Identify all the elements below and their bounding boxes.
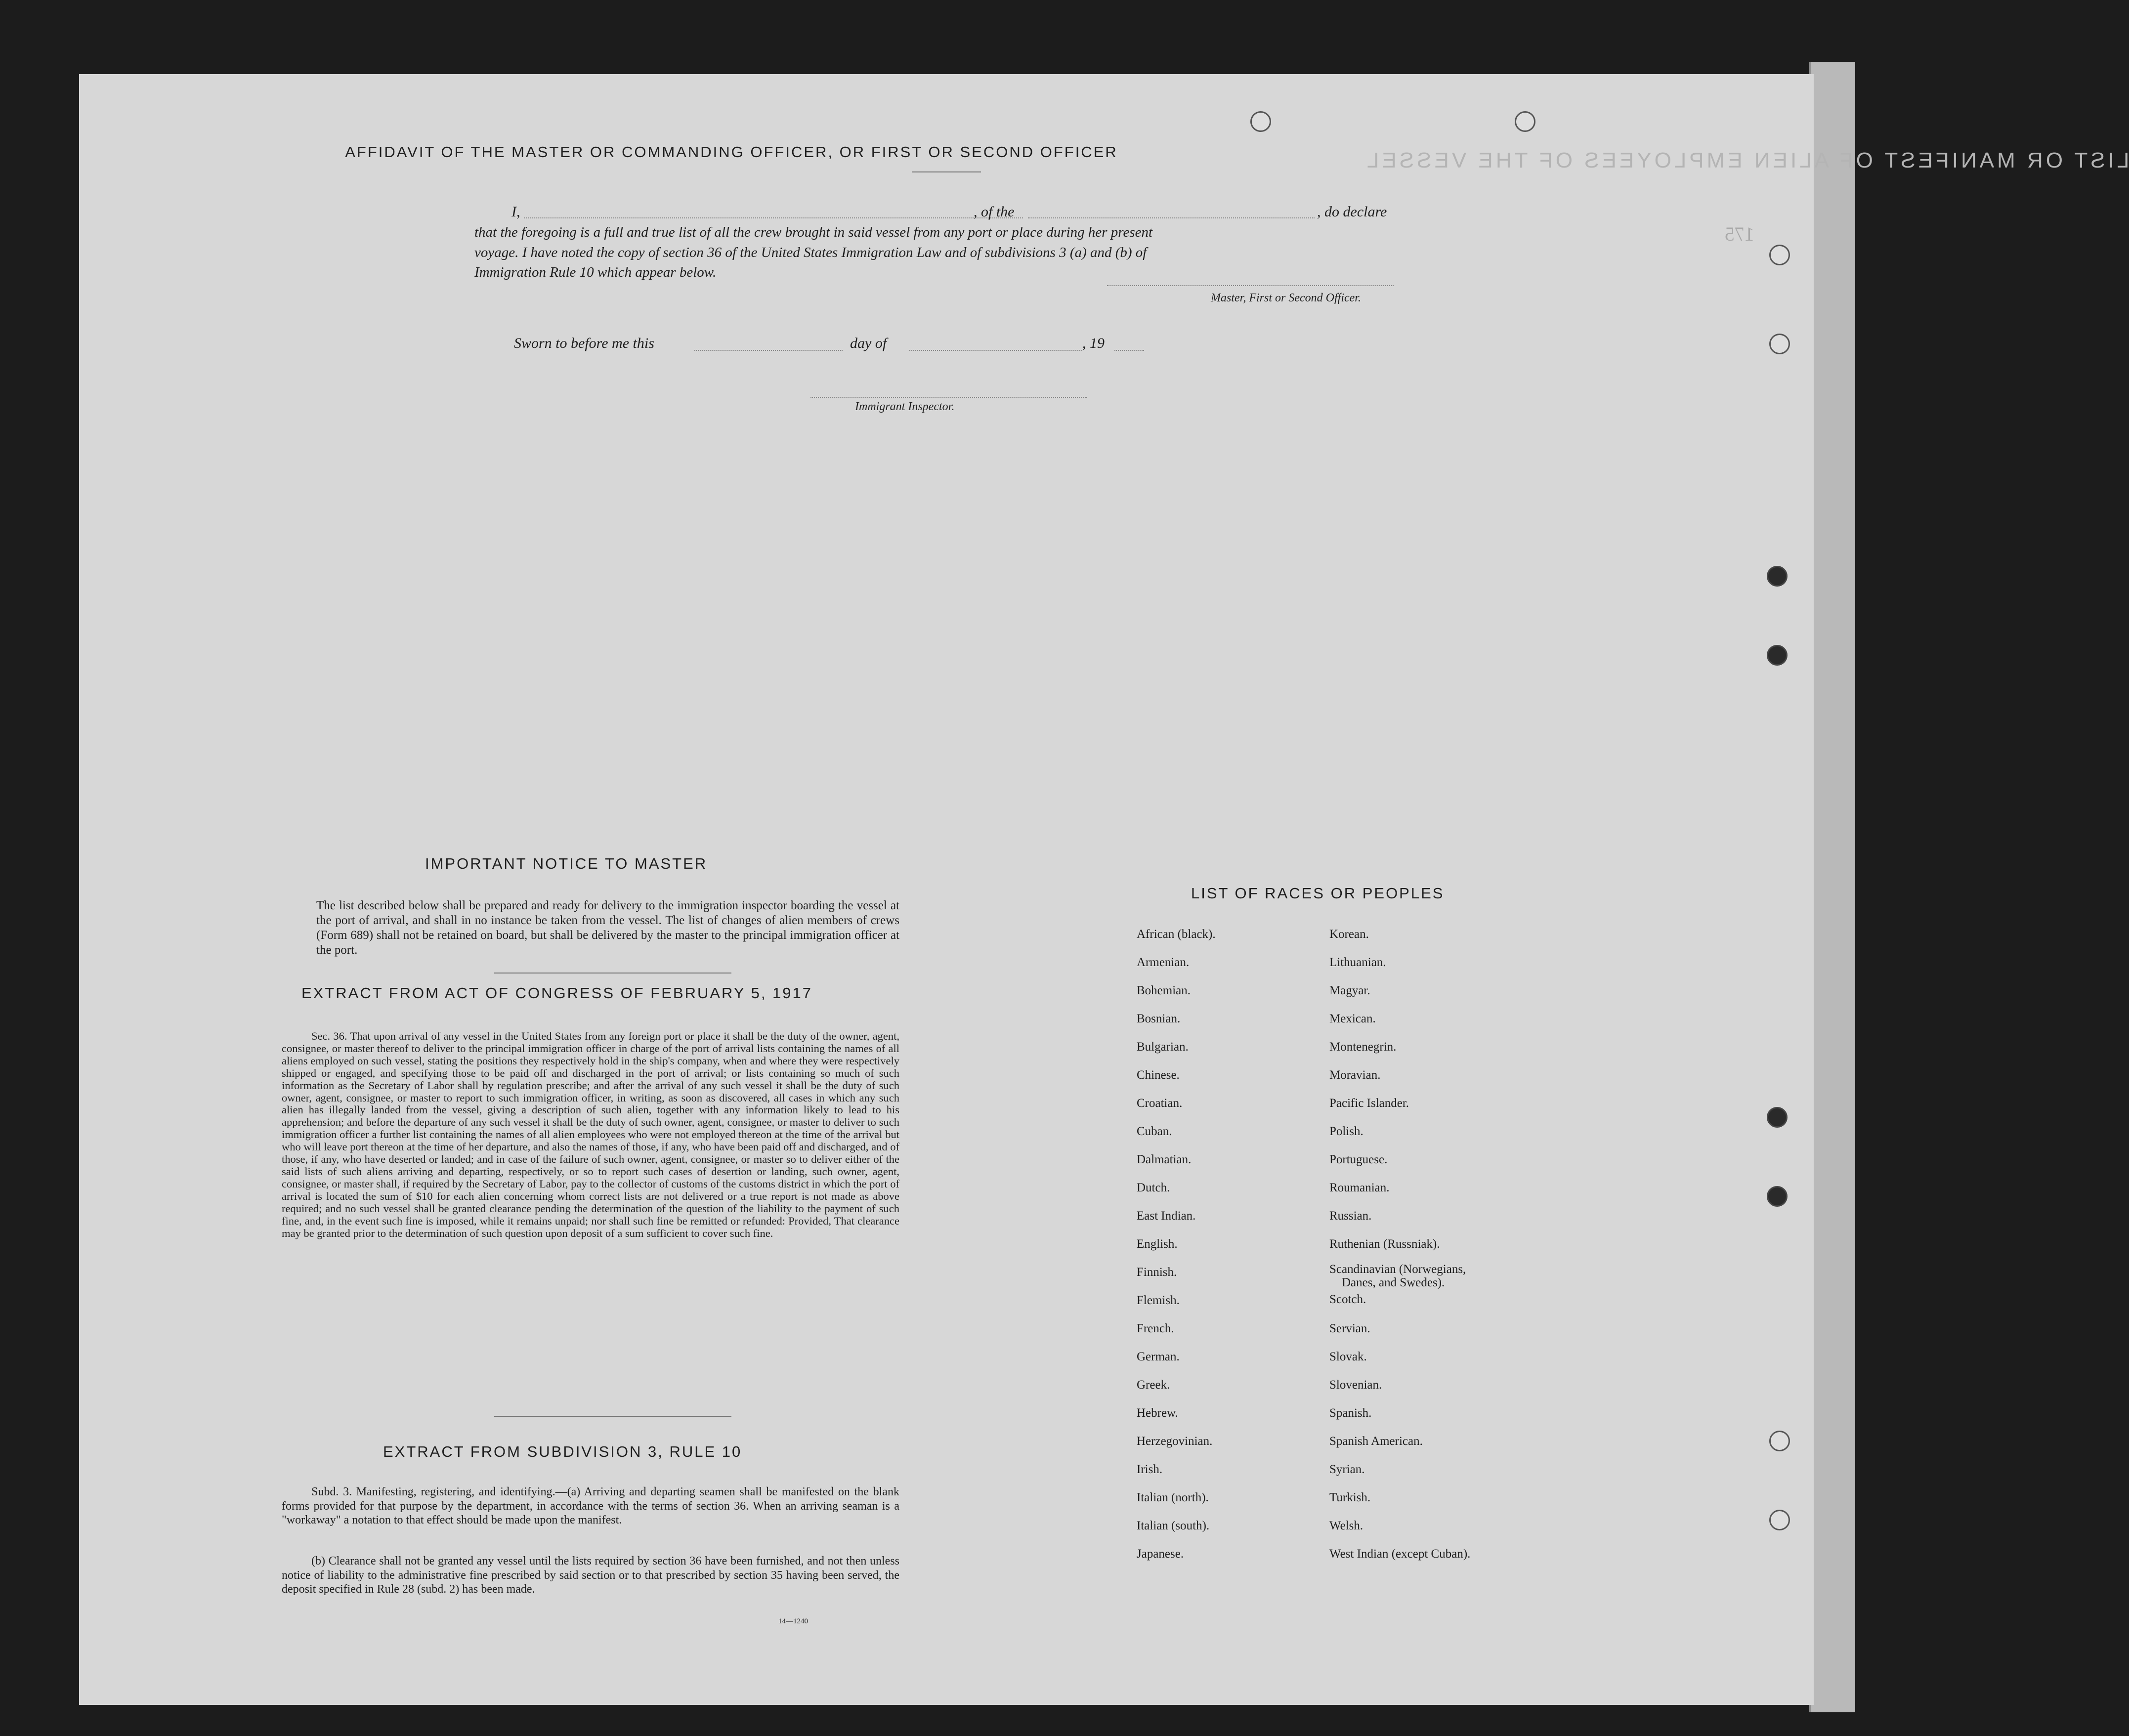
next-page-edge [1809, 62, 1855, 1712]
binder-hole [1767, 1186, 1788, 1207]
sworn-year-field[interactable] [1114, 350, 1144, 351]
race-right-item: Korean. [1329, 928, 1369, 941]
binder-hole [1515, 111, 1535, 132]
race-left-item: Italian (south). [1137, 1519, 1210, 1532]
race-right-item: Montenegrin. [1329, 1040, 1397, 1054]
notice-text: The list described below shall be prepared and ready for delivery to the immigration inspector boarding the vessel at the port of arrival, and shall in no instance be taken from the vessel. The list of changes of alien members of crews (Form 689) shall not be retained on board, but shall be delivered by the master to the principal immigration officer at the port. [316, 899, 899, 957]
form-number: 14—1240 [778, 1617, 808, 1625]
race-left-item: African (black). [1137, 928, 1216, 941]
extract-rule-subd-a: Subd. 3. Manifesting, registering, and identifying.—(a) Arriving and departing seamen shall be manifested on the blank forms provided for that purpose by the department, in accordance with the terms of section 36. When an arriving seaman is a "workaway" a notation to that effect should be made upon the manifest. [282, 1485, 899, 1526]
race-right-item: Russian. [1329, 1209, 1372, 1223]
race-right-item-continuation: Danes, and Swedes). [1342, 1276, 1445, 1289]
extract-rule-title: EXTRACT FROM SUBDIVISION 3, RULE 10 [383, 1443, 742, 1460]
race-right-item: Moravian. [1329, 1068, 1381, 1082]
bleed-through-page-number: 175 [1725, 223, 1754, 245]
race-right-item: West Indian (except Cuban). [1329, 1547, 1471, 1561]
bleed-through-header: LIST OR MANIFEST OF ALIEN EMPLOYEES OF THE VESSEL [1364, 148, 2129, 172]
race-left-item: Dalmatian. [1137, 1153, 1192, 1166]
race-right-item: Roumanian. [1329, 1181, 1390, 1194]
race-right-item: Mexican. [1329, 1012, 1376, 1025]
affidavit-of-the-label: , of the [974, 204, 1015, 220]
race-left-item: Greek. [1137, 1378, 1170, 1392]
race-left-item: Bulgarian. [1137, 1040, 1189, 1054]
binder-hole [1767, 1107, 1788, 1128]
race-left-item: Chinese. [1137, 1068, 1180, 1082]
race-left-item: Irish. [1137, 1463, 1163, 1476]
race-left-item: Hebrew. [1137, 1406, 1178, 1420]
race-left-item: Flemish. [1137, 1294, 1180, 1307]
inspector-label: Immigrant Inspector. [855, 400, 955, 413]
binder-hole [1767, 645, 1788, 666]
binder-hole [1769, 1431, 1790, 1451]
race-left-item: Cuban. [1137, 1125, 1172, 1138]
race-right-item: Spanish. [1329, 1406, 1372, 1420]
sworn-month-field[interactable] [909, 350, 1082, 351]
race-left-item: German. [1137, 1350, 1180, 1363]
sworn-label: Sworn to before me this [514, 335, 654, 351]
master-signature-field[interactable] [1107, 285, 1394, 286]
binder-hole [1769, 245, 1790, 265]
race-left-item: Japanese. [1137, 1547, 1184, 1561]
master-signature-label: Master, First or Second Officer. [1211, 292, 1361, 304]
affidavit-title: AFFIDAVIT OF THE MASTER OR COMMANDING OFFICER, OR FIRST OR SECOND OFFICER [345, 143, 1118, 161]
race-right-item: Spanish American. [1329, 1435, 1423, 1448]
sworn-day-field[interactable] [694, 350, 843, 351]
race-right-item: Lithuanian. [1329, 956, 1386, 969]
race-left-item: Finnish. [1137, 1266, 1177, 1279]
title-underline [912, 171, 981, 172]
race-left-item: East Indian. [1137, 1209, 1196, 1223]
vessel-name-field[interactable] [1028, 217, 1315, 218]
binder-hole [1767, 566, 1788, 587]
extract-act-text: Sec. 36. That upon arrival of any vessel in the United States from any foreign port or place it shall be the duty of the owner, agent, consignee, or master thereof to deliver to the principal immigration officer in charge of the port of arrival lists containing the names of all aliens employed on such vessel, stating the positions they respectively hold in the ship's company, when and where they were respectively shipped or engaged, and specifying those to be paid off and discharged in the port of arrival; or lists containing so much of such information as the Secretary of Labor shall by regulation prescribe; and after the arrival of any such vessel it shall be the duty of such owner, agent, consignee, or master to report to such immigration officer, in writing, as soon as discovered, all cases in which any such alien has illegally landed from the vessel, giving a description of such alien, together with any information likely to lead to his apprehension; and before the departure of any such vessel it shall be the duty of such owner, agent, consignee, or master to deliver to such immigration officer a further list containing the names of all alien employees who were not employed thereon at the time of the arrival but who will leave port thereon at the time of her departure, and also the names of those, if any, who have been paid off and discharged, and of those, if any, who have deserted or landed; and in case of the failure of such owner, agent, consignee, or master so to deliver either of the said lists of such aliens arriving and departing, respectively, or so to report such cases of desertion or landing, such owner, agent, consignee, or master shall, if required by the Secretary of Labor, pay to the collector of customs of the customs district in which the port of arrival is located the sum of $10 for each alien concerning whom correct lists are not delivered or a true report is not made as above required; and no such vessel shall be granted clearance pending the determination of the question of the liability to the payment of such fine, and, in the event such fine is imposed, while it remains unpaid; nor shall such fine be remitted or refunded: Provided, That clearance may be granted prior to the determination of such question upon deposit of a sum sufficient to cover such fine. [282, 1030, 899, 1239]
race-right-item: Turkish. [1329, 1491, 1371, 1504]
race-right-item: Pacific Islander. [1329, 1097, 1409, 1110]
race-left-item: Bosnian. [1137, 1012, 1181, 1025]
race-left-item: French. [1137, 1322, 1174, 1335]
race-left-item: English. [1137, 1237, 1178, 1251]
race-right-item: Slovenian. [1329, 1378, 1382, 1392]
notice-title: IMPORTANT NOTICE TO MASTER [425, 855, 708, 872]
race-right-item: Scandinavian (Norwegians, [1329, 1263, 1466, 1276]
inspector-signature-field[interactable] [810, 397, 1087, 398]
affidavit-body-line-2: voyage. I have noted the copy of section 36 of the United States Immigration Law and of subdivisions 3 (a) and (b) of [474, 245, 1147, 260]
master-name-field[interactable] [524, 217, 1023, 218]
race-left-item: Armenian. [1137, 956, 1190, 969]
race-right-item: Portuguese. [1329, 1153, 1388, 1166]
race-left-item: Bohemian. [1137, 984, 1191, 997]
race-right-item: Syrian. [1329, 1463, 1365, 1476]
extract-rule-subd-b: (b) Clearance shall not be granted any vessel until the lists required by section 36 have been furnished, and not then unless notice of liability to the administrative fine prescribed by said section or to that prescribed by section 35 having been served, the deposit specified in Rule 28 (subd. 2) has been made. [282, 1555, 899, 1596]
races-title: LIST OF RACES OR PEOPLES [1191, 885, 1445, 902]
notice-divider [494, 973, 731, 974]
affidavit-body-line-3: Immigration Rule 10 which appear below. [474, 264, 717, 280]
race-left-item: Dutch. [1137, 1181, 1170, 1194]
binder-hole [1250, 111, 1271, 132]
binder-hole [1769, 1510, 1790, 1530]
extract-act-title: EXTRACT FROM ACT OF CONGRESS OF FEBRUARY 5, 1917 [301, 984, 813, 1002]
race-left-item: Herzegovinian. [1137, 1435, 1213, 1448]
act-divider [494, 1416, 731, 1417]
document-page [79, 74, 2129, 1705]
affidavit-body-line-1: that the foregoing is a full and true list of all the crew brought in said vessel from any port or place during her present [474, 224, 1153, 240]
race-right-item: Welsh. [1329, 1519, 1363, 1532]
race-right-item: Ruthenian (Russniak). [1329, 1237, 1440, 1251]
race-right-item: Magyar. [1329, 984, 1370, 997]
affidavit-declare-label: , do declare [1317, 204, 1387, 220]
race-right-item: Scotch. [1329, 1293, 1366, 1306]
race-left-item: Italian (north). [1137, 1491, 1209, 1504]
race-left-item: Croatian. [1137, 1097, 1183, 1110]
race-right-item: Polish. [1329, 1125, 1363, 1138]
year-label: , 19 [1082, 335, 1105, 351]
affidavit-i-label: I, [511, 204, 520, 220]
day-of-label: day of [850, 335, 887, 351]
race-right-item: Slovak. [1329, 1350, 1367, 1363]
race-right-item: Servian. [1329, 1322, 1370, 1335]
binder-hole [1769, 334, 1790, 354]
